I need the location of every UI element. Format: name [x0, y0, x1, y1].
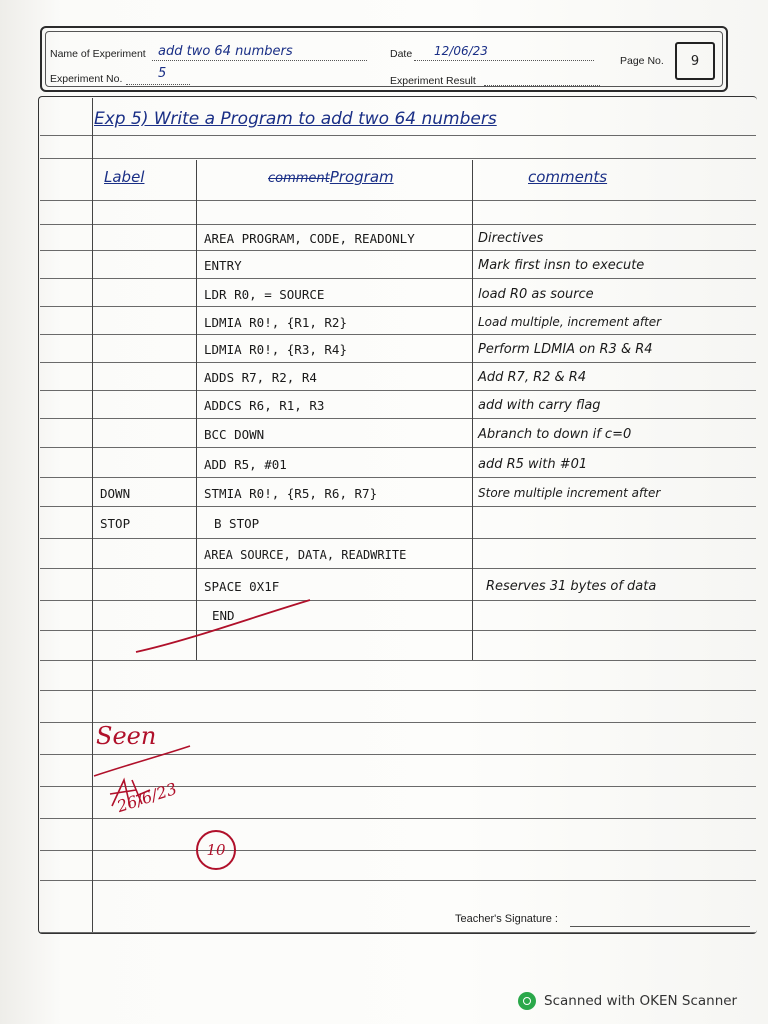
code-line: LDR R0, = SOURCE [204, 287, 325, 302]
seen-underline [90, 740, 200, 780]
scanner-text: Scanned with OKEN Scanner [544, 993, 738, 1009]
date-value: 12/06/23 [434, 44, 488, 58]
exercise-title: Exp 5) Write a Program to add two 64 numbers [94, 109, 497, 129]
code-line: LDMIA R0!, {R1, R2} [204, 315, 347, 330]
code-line: END [212, 608, 235, 623]
teacher-signature-label: Teacher's Signature : [455, 913, 558, 925]
marks-value: 10 [206, 841, 226, 859]
marks-circle [196, 830, 236, 870]
comment-line: add R5 with #01 [478, 457, 588, 472]
seen-mark: Seen [96, 722, 157, 750]
label-cell: DOWN [100, 486, 131, 501]
code-line: LDMIA R0!, {R3, R4} [204, 342, 347, 357]
comment-line: Reserves 31 bytes of data [486, 579, 657, 594]
struck-out-word: comment [268, 171, 330, 186]
scanner-watermark [518, 990, 737, 1012]
code-line: ADDCS R6, R1, R3 [204, 398, 325, 413]
comment-line: load R0 as source [478, 287, 594, 302]
comment-line: Abranch to down if c=0 [478, 427, 632, 442]
code-line: BCC DOWN [204, 427, 265, 442]
page-no-label: Page No. [620, 55, 664, 67]
code-line: STMIA R0!, {R5, R6, R7} [204, 486, 378, 501]
end-flourish-mark [130, 596, 320, 660]
comment-line: Mark first insn to execute [478, 258, 645, 273]
code-line: ADD R5, #01 [204, 457, 287, 472]
experiment-no-label: Experiment No. [50, 73, 123, 85]
code-line: ADDS R7, R2, R4 [204, 370, 317, 385]
comment-line: Directives [478, 231, 544, 246]
code-line: SPACE 0X1F [204, 579, 280, 594]
column-header-comments: comments [528, 168, 608, 186]
name-of-experiment-value: add two 64 numbers [158, 44, 293, 59]
page-number: 9 [675, 42, 715, 80]
code-line: AREA PROGRAM, CODE, READONLY [204, 231, 415, 246]
column-header-label: Label [104, 168, 145, 186]
program-word: Program [329, 168, 394, 186]
comment-line: Add R7, R2 & R4 [478, 370, 587, 385]
comment-line: add with carry flag [478, 398, 601, 413]
comment-line: Store multiple increment after [478, 486, 661, 500]
column-header-program [268, 168, 394, 186]
graded-date: 26/6/23 [114, 778, 180, 817]
label-cell: STOP [100, 516, 131, 531]
name-of-experiment-label: Name of Experiment [50, 48, 146, 60]
experiment-no-value: 5 [158, 66, 167, 81]
code-line: B STOP [214, 516, 260, 531]
comment-line: Load multiple, increment after [478, 315, 662, 329]
scanner-logo-icon [518, 992, 536, 1010]
experiment-result-label: Experiment Result [390, 75, 476, 87]
code-line: ENTRY [204, 258, 242, 273]
code-line: AREA SOURCE, DATA, READWRITE [204, 548, 407, 562]
comment-line: Perform LDMIA on R3 & R4 [478, 342, 653, 357]
date-label: Date [390, 48, 413, 60]
